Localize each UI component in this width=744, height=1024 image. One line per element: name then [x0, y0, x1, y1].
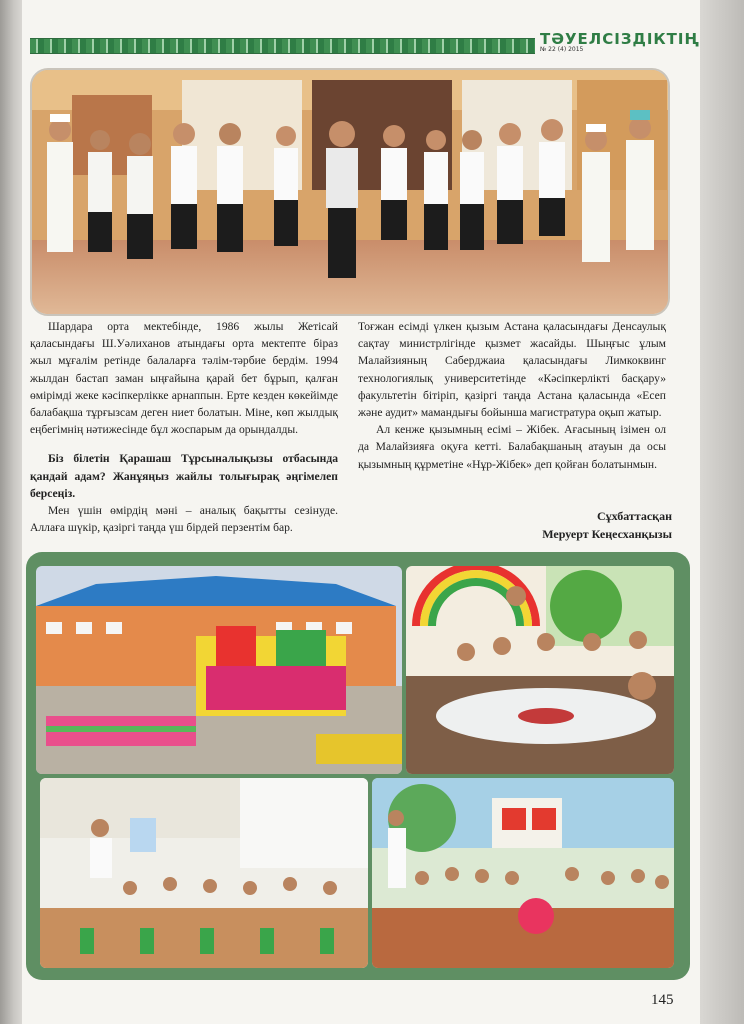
magazine-title: ТӘУЕЛСІЗДІКТІҢ — [540, 30, 700, 48]
ornament-band — [30, 38, 535, 54]
article-paragraph: Мен үшін өмірдің мәні – аналық бақытты сезінуде. Аллаға шүкір, қазіргі таңда үш бірдей перзентім бар. — [30, 504, 338, 535]
next-page-edge — [700, 0, 744, 1024]
article-column-left — [30, 318, 338, 536]
article-paragraph: Шардара орта мектебінде, 1986 жылы Жетісай қаласындағы Ш.Уәлиханов атындағы орта мектепте біраз жыл мұғалім ретінде балаларға тәлім-тәрбие бердім. 1994 жылдан бастап заман ыңғайына қарай бет бұрып, қалған өмірімді жеке кәсіпкерлікке арнаппын. Ерте кезден көкейімде балабақша тұрғызсам деген ниет болатын. Міне, көп жылдық еңбегімнің нәтижесінде бұл жоспарым да орындалды. — [30, 320, 338, 437]
signature-name: Меруерт Кеңесханқызы — [542, 527, 672, 541]
signature-label: Сұхбаттасқан — [597, 509, 672, 523]
kindergarten-building-photo — [36, 566, 402, 774]
dining-room-photo — [40, 778, 368, 968]
article-paragraph: Тоғжан есімді үлкен қызым Астана қаласындағы Денсаулық сақтау министрлігінде қызмет жасайды. Шыңғыс ұлым Малайзияның Саберджаиа қаласындағы Лимкоквинг технологиялық университетінде «Кәсіпкерлікті басқару» факультетін бітіріп, қазіргі таңда Астана қаласында «Есеп және аудит» мамандығы бойынша магистратура оқып жатыр. — [358, 320, 666, 420]
author-signature — [542, 507, 672, 543]
group-staff-photo — [30, 68, 670, 316]
page-number: 145 — [651, 992, 674, 1008]
article-paragraph: Ал кенже қызымның есімі – Жібек. Ағасының ізімен ол да Малайзияға оқуға кетті. Балабақшаның атауын да осы қызымның құрметіне «Нұр-Жібек» деп қойған болатынмын. — [358, 423, 666, 471]
interview-question: Біз білетін Қарашаш Тұрсыналықызы отбасында қандай адам? Жанұяңыз жайлы толығырақ әңгімелеп берсеңіз. — [30, 452, 338, 500]
classroom-activity-photo — [406, 566, 674, 774]
issue-number: № 22 (4) 2015 — [540, 46, 584, 53]
playroom-photo — [372, 778, 674, 968]
article-column-right — [358, 318, 666, 473]
